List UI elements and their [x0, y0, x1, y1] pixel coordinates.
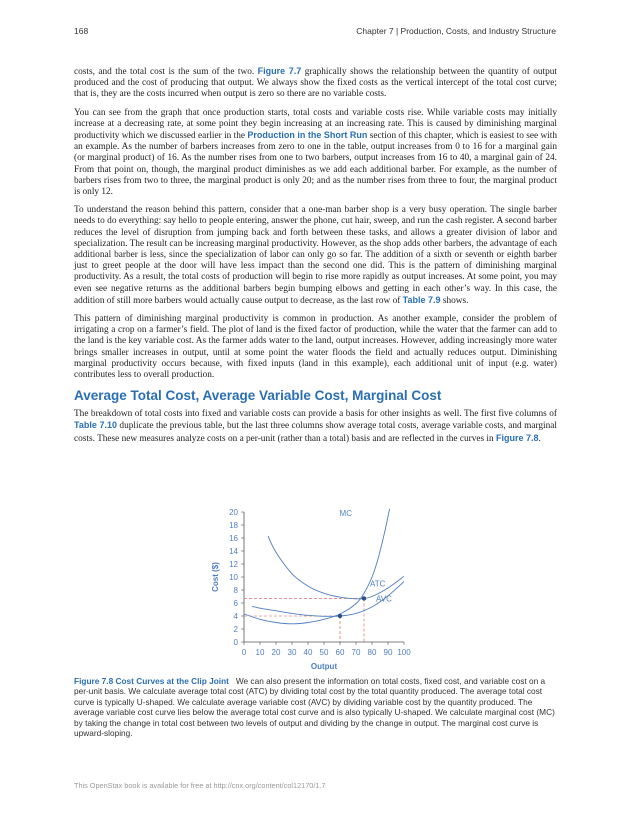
y-tick-label: 20	[229, 508, 238, 517]
x-tick-label: 20	[271, 648, 281, 657]
atc-label: ATC	[370, 579, 386, 589]
series-atc-curve	[268, 536, 404, 599]
paragraph-1	[74, 66, 557, 101]
point-1	[362, 596, 366, 600]
text-run: This pattern of diminishing marginal productivity is common in production. As another example, consider the problem of irrigating a crop on a farmer’s field. The plot of land is the fixed factor of production, while the water that the farmer can add to the land is the key variable cost. As the farmer adds water to the land, output increases. However, adding increasingly more water brings smaller increases in output, until at some point the water floods the field and actually reduces output. Diminishing marginal productivity occurs because, with fixed inputs (land in this example), each additional unit of input (e.g. water) contributes less to overall production.	[74, 314, 557, 381]
cost-curves-chart	[204, 506, 424, 676]
link-table-7-10[interactable]: Table 7.10	[74, 420, 117, 431]
x-tick-label: 70	[351, 648, 361, 657]
text-run: section of this chapter, which is easiest to see with an example. As the number of barbers increases from zero to one in the table, output increases from 0 to 16 for a marginal gain (or marginal product) of 16. As the number rises from one to two barbers, output increases from 16 to 40, a marginal gain of 24. From that point on, though, the marginal product diminishes as we add each additional barber. For example, as the number of barbers rises from two to three, the marginal product is only 20; and as the number rises from three to four, the marginal product is only 12.	[74, 131, 557, 198]
series-mc-curve	[244, 509, 390, 624]
caption-text: We can also present the information on total costs, fixed cost, and variable cost on a per-unit basis. We calculate average total cost (ATC) by dividing total cost by the total quantity produced. The average total cost curve is typically U-shaped. We calculate average variable cost (AVC) by dividing variable cost by the quantity produced. The average variable cost curve lies below the average total cost curve and is also typically U-shaped. We calculate marginal cost (MC) by taking the change in total cost between two levels of output and dividing by the change in output. The marginal cost curve is upward-sloping.	[74, 676, 555, 739]
caption-label: Figure 7.8 Cost Curves at the Clip Joint	[74, 676, 229, 686]
paragraph-3	[74, 205, 557, 307]
x-axis-title: Output	[310, 662, 338, 671]
text-run: costs, and the total cost is the sum of the two.	[74, 67, 258, 77]
x-tick-label: 0	[241, 648, 247, 657]
paragraph-5	[74, 409, 557, 445]
x-tick-label: 90	[383, 648, 393, 657]
x-tick-label: 100	[397, 648, 411, 657]
figure-7-8	[74, 506, 557, 676]
text-run: shows.	[440, 295, 469, 306]
x-tick-label: 10	[255, 648, 265, 657]
main-content	[74, 66, 557, 452]
x-tick-label: 60	[335, 648, 345, 657]
y-tick-label: 18	[229, 521, 238, 530]
x-tick-label: 80	[367, 648, 377, 657]
y-tick-label: 10	[229, 573, 238, 582]
link-table-7-9[interactable]: Table 7.9	[402, 294, 441, 305]
paragraph-4	[74, 314, 557, 381]
y-tick-label: 0	[233, 638, 238, 647]
link-production-short-run[interactable]: Production in the Short Run	[247, 130, 368, 141]
text-run: .	[538, 433, 541, 444]
y-tick-label: 16	[229, 534, 238, 543]
y-axis-title: Cost ($)	[211, 562, 220, 592]
y-tick-label: 12	[229, 560, 238, 569]
footer-note: This OpenStax book is available for free at http://cnx.org/content/col12170/1.7	[74, 781, 326, 790]
chapter-title: Chapter 7 | Production, Costs, and Industry Structure	[356, 26, 556, 36]
paragraph-2	[74, 108, 557, 199]
x-tick-label: 50	[319, 648, 329, 657]
y-tick-label: 2	[233, 625, 238, 634]
text-run: duplicate the previous table, but the last three columns show average total costs, average variable costs, and marginal costs. These new measures analyze costs on a per-unit (rather than a total) basis and are reflected in the curves in	[74, 421, 558, 444]
point-0	[338, 614, 342, 618]
text-run: You can see from the graph that once production starts, total costs and variable costs rise. While variable costs may initially increase at a decreasing rate, at some point they begin increasing at an increasing rate. This is caused by diminishing marginal productivity which we discussed earlier in the	[74, 107, 557, 142]
page-number: 168	[74, 26, 89, 36]
avc-label: AVC	[376, 594, 392, 604]
running-header	[74, 26, 556, 38]
link-figure-7-7[interactable]: Figure 7.7	[257, 66, 302, 76]
text-run: To understand the reason behind this pattern, consider that a one-man barber shop is a very busy operation. The single barber needs to do everything: say hello to people entering, answer the phone, cut hair, sweep, and run the cash register. A second barber reduces the level of disruption from jumping back and forth between these tasks, and allows a greater division of labor and specialization. The result can be increasing marginal productivity. However, as the shop adds other barbers, the advantage of each additional barber is less, since the specialization of labor can only go so far. The addition of a sixth or seventh or eighth barber just to greet people at the door will have less impact than the second one did. This is the pattern of diminishing marginal productivity. As a result, the total costs of production will begin to rise more rapidly as output increases. At some point, you may even see negative returns as the additional barbers begin bumping elbows and getting in each other’s way. In this case, the addition of still more barbers would actually cause output to decrease, as the last row of	[74, 205, 557, 306]
text-run: graphically shows the relationship between the quantity of output produced and the cost of producing that output. We always show the fixed costs as the vertical intercept of the total cost curve; that is, they are the costs incurred when output is zero so there are no variable costs.	[74, 67, 558, 100]
x-tick-label: 30	[287, 648, 297, 657]
y-tick-label: 4	[233, 612, 238, 621]
y-tick-label: 14	[229, 547, 238, 556]
text-run: The breakdown of total costs into fixed and variable costs can provide a basis for other insights as well. The first five columns of	[74, 409, 557, 420]
mc-label: MC	[339, 508, 352, 518]
section-heading: Average Total Cost, Average Variable Cost, Marginal Cost	[74, 388, 442, 404]
x-tick-label: 40	[303, 648, 313, 657]
figure-caption	[74, 676, 557, 738]
y-tick-label: 8	[233, 586, 238, 595]
y-tick-label: 6	[233, 599, 238, 608]
link-figure-7-8[interactable]: Figure 7.8	[495, 432, 539, 443]
